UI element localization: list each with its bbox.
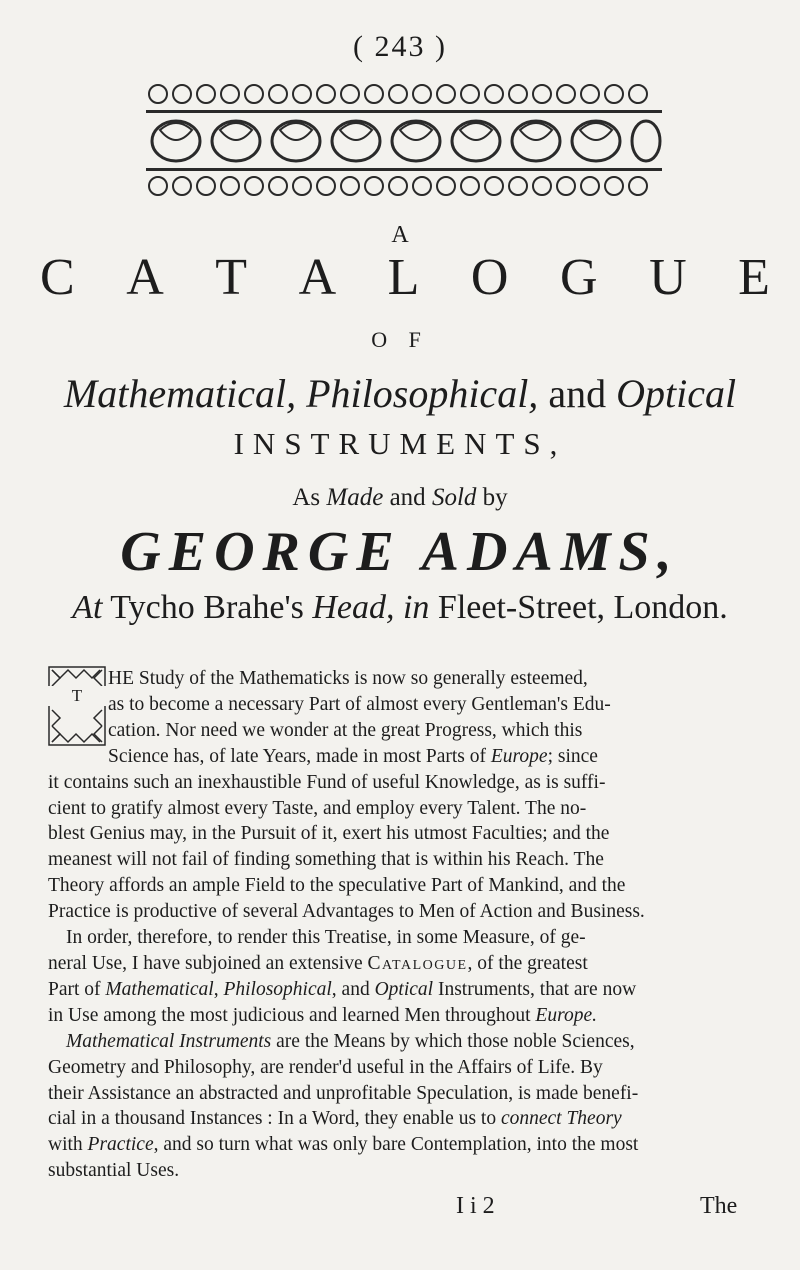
- drop-cap-letter: T: [48, 686, 106, 706]
- text-segment: are the Means by which those noble Sciences,: [276, 1030, 635, 1052]
- text-segment: ; since: [547, 745, 598, 767]
- drop-cap: [48, 666, 106, 746]
- catalogue-letter: A: [298, 249, 337, 306]
- text-segment: cial in a thousand Instances : In a Word, they enable us to: [48, 1108, 497, 1130]
- catchword: The: [700, 1193, 738, 1219]
- catalogue-letter: T: [215, 249, 248, 306]
- text-italic: connect Theory: [500, 1108, 622, 1130]
- text-italic: Europe.: [535, 1004, 597, 1026]
- text-line: [48, 744, 768, 770]
- text-line: [48, 1106, 768, 1132]
- text-segment: , and: [331, 978, 370, 1000]
- address-line: [20, 586, 780, 630]
- text-segment: ,: [213, 978, 219, 1000]
- text-line: blest Genius may, in the Pursuit of it, exert his utmost Faculties; and the: [48, 823, 610, 845]
- catalogue-letter: A: [126, 249, 164, 306]
- text-line: their Assistance an abstracted and unprofitable Speculation, is made benefi-: [48, 1082, 639, 1104]
- maker-name: GEORGE ADAMS,: [120, 521, 680, 583]
- text-italic: Mathematical Instruments: [66, 1030, 272, 1052]
- text-line: [48, 1132, 768, 1158]
- text-line: Geometry and Philosophy, are render'd useful in the Affairs of Life. By: [48, 1056, 603, 1078]
- subject-and: and: [548, 371, 607, 416]
- text-line: [48, 951, 768, 977]
- text-line: [48, 1029, 768, 1055]
- text-line: meanest will not fail of finding something that is within his Reach. The: [48, 849, 604, 871]
- catalogue-letter: G: [560, 249, 598, 306]
- address-at: At: [72, 589, 103, 626]
- text-line: [48, 1003, 768, 1029]
- text-segment: Science has, of late Years, made in most Parts of: [108, 745, 487, 767]
- text-line: Practice is productive of several Advantages to Men of Action and Business.: [48, 901, 645, 923]
- text-line: substantial Uses.: [48, 1160, 180, 1182]
- subject-philosophical: Philosophical,: [306, 371, 539, 416]
- title-catalogue: [40, 248, 770, 308]
- text-italic: Europe: [490, 745, 548, 767]
- catalogue-letter: L: [387, 249, 420, 306]
- text-line: cient to gratify almost every Taste, and employ every Talent. The no-: [48, 797, 587, 819]
- text-italic: Philosophical: [223, 978, 332, 1000]
- title-of: O F: [371, 327, 429, 352]
- text-line: cation. Nor need we wonder at the great Progress, which this: [108, 719, 583, 741]
- instruments-heading: INSTRUMENTS,: [233, 426, 567, 461]
- catalogue-letter: O: [470, 249, 509, 306]
- text-segment: with: [48, 1134, 83, 1156]
- text-line: HE Study of the Mathematicks is now so generally esteemed,: [108, 668, 588, 689]
- text-italic: Mathematical: [105, 978, 214, 1000]
- signature-mark: I i 2: [456, 1193, 495, 1219]
- made-and-sold-line: [0, 484, 800, 512]
- text-line: it contains such an inexhaustible Fund of useful Knowledge, as is suffi-: [48, 771, 606, 793]
- catalogue-letter: U: [649, 249, 687, 306]
- subject-line: [40, 370, 760, 418]
- made-by: by: [482, 484, 508, 511]
- text-line: [48, 977, 768, 1003]
- made-word: Made: [326, 484, 384, 511]
- text-segment: Part of: [48, 978, 101, 1000]
- body-text: [48, 666, 768, 1184]
- text-line: Theory affords an ample Field to the speculative Part of Mankind, and the: [48, 875, 626, 897]
- made-as: As: [292, 484, 321, 511]
- subject-optical: Optical: [616, 371, 737, 416]
- drop-cap-ornament-icon: [48, 666, 106, 746]
- text-segment: neral Use, I have subjoined an extensive: [48, 952, 363, 974]
- text-italic: Optical: [374, 978, 434, 1000]
- address-street: Fleet-Street, London.: [437, 589, 728, 626]
- address-head: Head,: [312, 589, 395, 626]
- text-segment: , and so turn what was only bare Contemplation, into the most: [153, 1134, 639, 1156]
- page-number: ( 243 ): [353, 30, 447, 63]
- text-smallcaps: Catalogue: [367, 952, 468, 974]
- text-line: as to become a necessary Part of almost every Gentleman's Edu-: [108, 693, 611, 715]
- text-segment: , of the greatest: [467, 952, 588, 974]
- address-tycho: Tycho Brahe's: [110, 589, 304, 626]
- text-line: In order, therefore, to render this Treatise, in some Measure, of ge-: [66, 927, 586, 949]
- floral-headpiece-icon: [146, 80, 662, 202]
- address-in: in: [402, 589, 430, 626]
- subject-mathematical: Mathematical,: [63, 371, 297, 416]
- title-article: A: [391, 222, 409, 248]
- text-segment: in Use among the most judicious and learned Men throughout: [48, 1004, 531, 1026]
- catalogue-letter: E: [738, 249, 770, 306]
- catalogue-letter: C: [40, 249, 75, 306]
- text-segment: Instruments, that are now: [437, 978, 637, 1000]
- sold-word: Sold: [431, 484, 477, 511]
- made-and: and: [389, 484, 426, 511]
- text-italic: Practice: [87, 1134, 154, 1156]
